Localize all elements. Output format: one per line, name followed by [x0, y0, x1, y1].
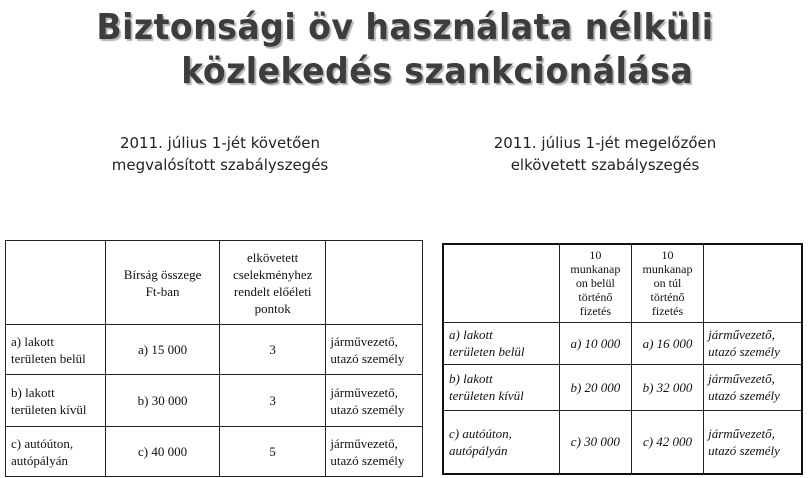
header-within-line: munkanap: [570, 262, 621, 277]
left-heading: [70, 132, 370, 176]
right-heading-line-2: elkövetett szabályszegés: [510, 156, 700, 174]
table-header-row: [6, 241, 423, 325]
header-beyond-line: on túl: [653, 276, 682, 291]
location-cell: [443, 410, 559, 474]
location-line-2: területen kívül: [449, 388, 524, 403]
beyond-cell: a) 16 000: [631, 322, 703, 364]
header-beyond-line: 10: [661, 248, 674, 263]
points-cell: 3: [219, 375, 326, 427]
person-line-2: utazó személy: [330, 401, 405, 417]
person-line-1: járművezető,: [330, 333, 398, 349]
header-within-cell: [559, 244, 631, 322]
right-heading-line-1: 2011. július 1-jét megelőzően: [493, 134, 717, 152]
header-points-line-1: elkövetett: [247, 249, 299, 265]
table-row: [6, 375, 423, 427]
location-line-1: a) lakott: [449, 327, 493, 342]
table-row: [6, 325, 423, 375]
header-within-line: on belül: [575, 276, 615, 291]
header-fine-line-1: Bírság összege: [123, 266, 202, 282]
location-line-1: a) lakott: [11, 333, 54, 349]
left-heading-line-2: megvalósított szabályszegés: [111, 156, 329, 174]
location-line-2: autópályán: [11, 452, 69, 468]
slide-title: [32, 6, 777, 94]
location-line-1: c) autóúton,: [11, 435, 74, 451]
person-cell: [704, 410, 802, 474]
header-within-line: történő: [578, 290, 613, 305]
header-empty-cell: [326, 241, 423, 325]
person-line-1: járművezető,: [330, 384, 398, 400]
fine-cell: a) 15 000: [106, 325, 220, 375]
header-fine-line-2: Ft-ban: [145, 283, 180, 299]
person-line-1: járművezető,: [330, 435, 398, 451]
header-within-line: fizetés: [579, 304, 612, 319]
person-cell: [326, 325, 423, 375]
fines-table-before: [442, 243, 803, 475]
location-line-1: c) autóúton,: [449, 425, 512, 441]
beyond-cell: b) 32 000: [631, 364, 703, 410]
table-row: [443, 410, 802, 474]
header-empty-cell: [6, 241, 106, 325]
table-header-row: [443, 244, 802, 322]
person-cell: [704, 364, 802, 410]
header-points-line-3: rendelt előéleti: [233, 283, 312, 299]
beyond-cell: c) 42 000: [631, 410, 703, 474]
location-line-2: autópályán: [449, 442, 508, 458]
person-line-1: járművezető,: [708, 425, 775, 441]
table-row: [443, 322, 802, 364]
header-beyond-line: fizetés: [651, 304, 684, 319]
person-line-2: utazó személy: [330, 452, 405, 468]
location-line-2: területen belül: [449, 344, 525, 359]
location-line-1: b) lakott: [449, 371, 493, 386]
header-within-line: 10: [589, 248, 602, 263]
table-row: [443, 364, 802, 410]
within-cell: c) 30 000: [559, 410, 631, 474]
header-beyond-line: történő: [650, 290, 685, 305]
title-line-1: Biztonsági öv használata nélküli: [96, 7, 714, 48]
location-cell: [6, 427, 106, 477]
location-cell: [443, 322, 559, 364]
person-line-1: járművezető,: [708, 371, 775, 386]
header-points-line-4: pontok: [254, 300, 291, 316]
location-line-1: b) lakott: [11, 384, 55, 400]
person-line-2: utazó személy: [330, 350, 405, 366]
header-beyond-line: munkanap: [642, 262, 693, 277]
header-beyond-cell: [631, 244, 703, 322]
title-line-2: közlekedés szankcionálása: [181, 51, 694, 92]
person-cell: [704, 322, 802, 364]
location-cell: [6, 375, 106, 427]
location-line-2: területen belül: [11, 350, 86, 366]
header-empty-cell: [443, 244, 559, 322]
fines-table-after: [5, 240, 423, 477]
fine-cell: c) 40 000: [106, 427, 220, 477]
person-cell: [326, 375, 423, 427]
left-heading-line-1: 2011. július 1-jét követően: [119, 134, 321, 152]
points-cell: 3: [219, 325, 326, 375]
person-line-2: utazó személy: [708, 388, 780, 403]
header-points-cell: [219, 241, 326, 325]
points-cell: 5: [219, 427, 326, 477]
within-cell: b) 20 000: [559, 364, 631, 410]
fine-cell: b) 30 000: [106, 375, 220, 427]
location-cell: [6, 325, 106, 375]
person-line-1: járművezető,: [708, 327, 775, 342]
table-row: [6, 427, 423, 477]
person-line-2: utazó személy: [708, 344, 780, 359]
header-fine-cell: [106, 241, 220, 325]
header-points-line-2: cselekményhez: [232, 266, 313, 282]
location-cell: [443, 364, 559, 410]
within-cell: a) 10 000: [559, 322, 631, 364]
person-cell: [326, 427, 423, 477]
location-line-2: területen kívül: [11, 401, 87, 417]
right-heading: [450, 132, 760, 176]
header-empty-cell: [704, 244, 802, 322]
person-line-2: utazó személy: [708, 442, 780, 458]
